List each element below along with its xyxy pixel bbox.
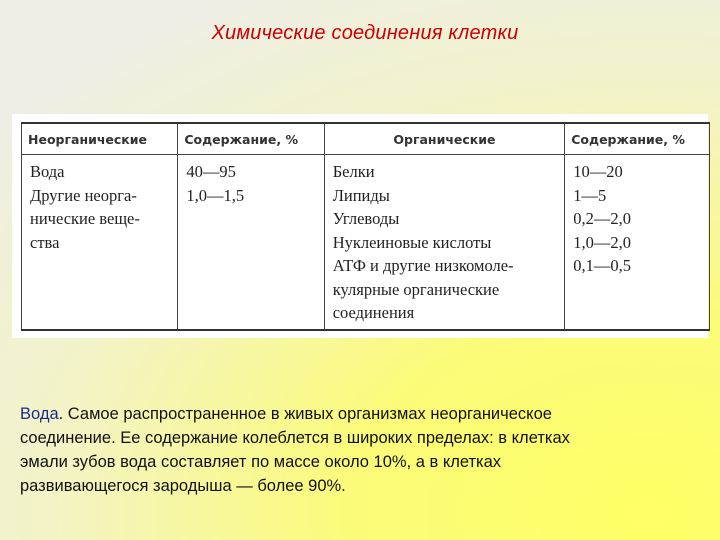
inorganic-content-value: 1,0—1,5	[186, 185, 245, 205]
inorganic-item: нические веще-	[30, 209, 140, 228]
organic-item: Нуклеиновые кислоты	[332, 232, 492, 252]
inorganic-item: Другие неорга-	[30, 185, 137, 205]
slide-title: Химические соединения клетки	[211, 22, 519, 44]
table-header-row	[22, 123, 710, 155]
organic-item: АТФ и другие низкомолe-	[332, 256, 514, 275]
organic-content-value: 0,2—2,0	[573, 209, 631, 228]
table-row	[22, 155, 710, 330]
inorganic-item: Вода	[30, 162, 65, 181]
cell-organic-content	[565, 155, 710, 330]
header-organic: Органические	[324, 123, 565, 155]
organic-content-value: 0,1—0,5	[573, 256, 631, 275]
paragraph-line	[20, 402, 710, 426]
organic-item: кулярные органические	[332, 279, 500, 299]
organic-item: Углеводы	[332, 209, 400, 228]
organic-content-value: 1,0—2,0	[573, 232, 631, 252]
compounds-table	[21, 122, 710, 331]
table-panel	[12, 114, 708, 338]
inorganic-content-value: 40—95	[186, 162, 236, 181]
term-water: Вода	[20, 405, 59, 423]
cell-organic	[324, 155, 565, 330]
inorganic-item: ства	[30, 232, 60, 252]
organic-content-value: 1—5	[573, 185, 607, 205]
description-paragraph	[20, 402, 710, 498]
header-organic-content: Содержание, %	[565, 123, 710, 155]
organic-content-value: 10—20	[573, 162, 623, 181]
paragraph-line: эмали зубов вода составляет по массе около 10%, а в клетках	[20, 453, 502, 471]
cell-inorganic	[22, 155, 178, 330]
paragraph-line: развивающегося зародыша — более 90%.	[20, 477, 346, 495]
paragraph-text: . Самое распространенное в живых организмах неорганическое	[58, 405, 552, 423]
paragraph-line: соединение. Ее содержание колеблется в широких пределах: в клетках	[20, 429, 570, 447]
cell-inorganic-content	[178, 155, 324, 330]
header-inorganic-content: Содержание, %	[178, 123, 324, 155]
organic-item: соединения	[332, 303, 415, 322]
organic-item: Белки	[332, 162, 375, 181]
header-inorganic: Неорганические	[22, 123, 178, 155]
organic-item: Липиды	[332, 185, 390, 205]
